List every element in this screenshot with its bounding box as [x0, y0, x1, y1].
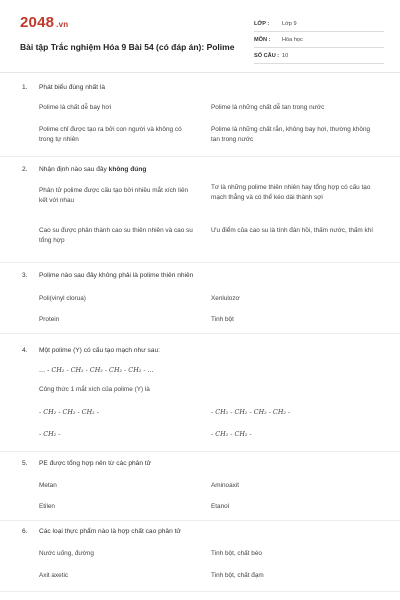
- meta-label: LỚP :: [254, 20, 270, 27]
- header-divider: [0, 72, 400, 73]
- meta-label: SỐ CÂU :: [254, 52, 280, 59]
- option-b[interactable]: Polime là những chất dễ tan trong nước: [211, 104, 325, 111]
- meta-row-class: [254, 16, 384, 32]
- question-3: [0, 263, 400, 335]
- option-b[interactable]: Aminoaxit: [211, 482, 240, 489]
- option-a[interactable]: - CH₂ - CH₂ - CH₂ -: [39, 408, 99, 416]
- meta-value: Lớp 9: [282, 20, 297, 27]
- question-divider: [0, 591, 400, 592]
- meta-label: MÔN :: [254, 36, 271, 43]
- page-title: Bài tập Trắc nghiệm Hóa 9 Bài 54 (có đáp án): Polime: [20, 42, 235, 52]
- question-4: [0, 335, 400, 453]
- option-c[interactable]: Cao su được phân thành cao su thiên nhiên và cao su tổng hợp: [39, 227, 193, 244]
- option-a[interactable]: Nước uống, đường: [39, 550, 94, 557]
- meta-row-subject: [254, 32, 384, 48]
- meta-table: [254, 16, 384, 64]
- question-subtext: Công thức 1 mắt xích của polime (Y) là: [39, 386, 150, 393]
- question-text: Nhận định nào sau đây không đúng: [39, 166, 147, 173]
- question-text: Một polime (Y) có cấu tạo mạch như sau:: [39, 347, 160, 354]
- question-number: 2.: [22, 166, 28, 173]
- question-text: Phát biểu đúng nhất là: [39, 84, 105, 91]
- option-d[interactable]: Tinh bột: [211, 316, 234, 323]
- question-2: [0, 157, 400, 265]
- option-b[interactable]: Xenlulozơ: [211, 295, 240, 302]
- option-d[interactable]: Etanol: [211, 503, 230, 510]
- question-5: [0, 452, 400, 522]
- question-6: [0, 520, 400, 594]
- option-a[interactable]: Phân tử polime được cấu tạo bởi nhiều mắt xích liên kết với nhau: [39, 187, 189, 204]
- option-a[interactable]: Poli(vinyl clorua): [39, 295, 86, 302]
- option-c[interactable]: Etilen: [39, 503, 55, 510]
- polymer-chain: ... - CH₂ - CH₂ - CH₂ - CH₂ - CH₂ - ...: [39, 366, 154, 374]
- question-text: Các loại thực phẩm nào là hợp chất cao phân tử: [39, 528, 181, 535]
- option-c[interactable]: Protein: [39, 316, 60, 323]
- question-divider: [0, 333, 400, 334]
- option-a[interactable]: Metan: [39, 482, 57, 489]
- option-d[interactable]: Tinh bột, chất đạm: [211, 572, 264, 579]
- option-d[interactable]: Ưu điểm của cao su là tính đàn hồi, thấm nước, thấm khí: [211, 227, 374, 234]
- question-number: 1.: [22, 84, 28, 91]
- meta-row-count: [254, 48, 384, 64]
- question-1: [0, 74, 400, 158]
- option-c[interactable]: Polime chỉ được tạo ra bởi con người và không có trong tự nhiên: [39, 126, 182, 143]
- option-c[interactable]: - CH₂ -: [39, 430, 61, 438]
- question-number: 5.: [22, 460, 28, 467]
- option-b[interactable]: - CH₂ - CH₂ - CH₂ - CH₂ -: [211, 408, 291, 416]
- meta-value: 10: [282, 52, 289, 59]
- question-number: 6.: [22, 528, 28, 535]
- option-a[interactable]: Polime là chất dễ bay hơi: [39, 104, 112, 111]
- option-b[interactable]: Tơ là những polime thiên nhiên hay tổng hợp có cấu tạo mạch thẳng và có thể kéo dài thành sợi: [211, 184, 371, 201]
- option-c[interactable]: Axit axetic: [39, 572, 69, 579]
- question-number: 4.: [22, 347, 28, 354]
- site-logo[interactable]: 2048 .vn: [20, 14, 69, 31]
- option-d[interactable]: Polime là những chất rắn, không bay hơi, thường không tan trong nước: [211, 126, 371, 143]
- question-number: 3.: [22, 272, 28, 279]
- question-text: PE được tổng hợp nên từ các phân tử: [39, 460, 152, 467]
- option-d[interactable]: - CH₂ - CH₂ -: [211, 430, 252, 438]
- meta-value: Hóa học: [282, 36, 303, 43]
- option-b[interactable]: Tinh bột, chất béo: [211, 550, 262, 557]
- question-text: Polime nào sau đây không phải là polime thiên nhiên: [39, 272, 194, 279]
- header: [16, 12, 384, 68]
